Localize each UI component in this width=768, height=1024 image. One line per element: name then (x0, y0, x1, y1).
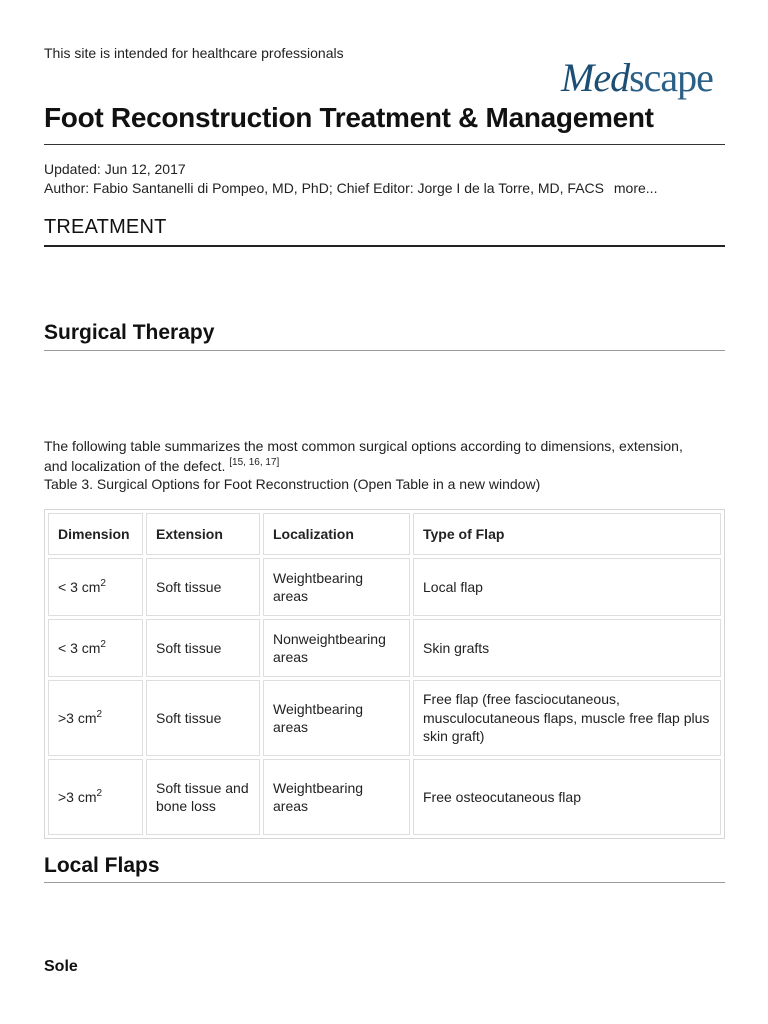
medscape-logo[interactable] (561, 55, 713, 100)
cell-localization: Weightbearing areas (263, 680, 410, 756)
intro-text: The following table summarizes the most common surgical options according to dimensions, extension, and localization of the defect. (44, 438, 683, 474)
author-line (44, 179, 657, 198)
header-extension: Extension (146, 513, 260, 555)
dimension-value: < 3 cm (58, 639, 101, 656)
cell-dimension (48, 759, 143, 835)
subheading-sole: Sole (44, 958, 78, 975)
cell-extension: Soft tissue (146, 619, 260, 677)
header-dimension: Dimension (48, 513, 143, 555)
section-divider (44, 245, 725, 247)
logo-part-scape: scape (629, 55, 713, 100)
author-text: Author: Fabio Santanelli di Pompeo, MD, PhD; Chief Editor: Jorge I de la Torre, MD, FACS (44, 180, 604, 196)
table-caption-text: Table 3. Surgical Options for Foot Reconstruction (44, 476, 350, 492)
cell-flap-type: Skin grafts (413, 619, 721, 677)
cell-localization: Weightbearing areas (263, 759, 410, 835)
citation-ref[interactable]: [15, 16, 17] (229, 457, 280, 468)
cell-flap-type: Free flap (free fasciocutaneous, musculocutaneous flaps, muscle free flap plus skin graft) (413, 680, 721, 756)
cell-extension: Soft tissue and bone loss (146, 759, 260, 835)
heading-local-flaps: Local Flaps (44, 854, 160, 877)
heading-surgical-therapy: Surgical Therapy (44, 321, 215, 344)
logo-part-med: Med (561, 55, 630, 100)
cell-extension: Soft tissue (146, 558, 260, 616)
heading-divider (44, 350, 725, 351)
cell-localization: Nonweightbearing areas (263, 619, 410, 677)
table (45, 510, 724, 838)
table-caption (44, 476, 540, 492)
dimension-unit-exponent: 2 (100, 638, 106, 650)
dimension-unit-exponent: 2 (96, 708, 103, 720)
cell-flap-type: Local flap (413, 558, 721, 616)
header-flap-type: Type of Flap (413, 513, 721, 555)
dimension-value: < 3 cm (58, 578, 101, 595)
healthcare-notice: This site is intended for healthcare professionals (44, 45, 344, 61)
open-table-link[interactable]: (Open Table in a new window) (352, 476, 541, 492)
cell-dimension (48, 680, 143, 756)
header-localization: Localization (263, 513, 410, 555)
section-label: TREATMENT (44, 216, 167, 238)
dimension-unit-exponent: 2 (100, 577, 106, 589)
cell-extension: Soft tissue (146, 680, 260, 756)
cell-localization: Weightbearing areas (263, 558, 410, 616)
dimension-value: >3 cm (58, 788, 97, 805)
more-authors-link[interactable]: more... (613, 180, 658, 196)
table-row (48, 619, 721, 677)
dimension-unit-exponent: 2 (96, 787, 103, 799)
table-header-row (48, 513, 721, 555)
surgical-options-table (44, 509, 725, 839)
updated-date: Updated: Jun 12, 2017 (44, 161, 186, 177)
dimension-value: >3 cm (58, 709, 97, 726)
table-row (48, 680, 721, 756)
title-divider (44, 144, 725, 145)
cell-flap-type: Free osteocutaneous flap (413, 759, 721, 835)
heading-divider (44, 882, 725, 883)
table-row (48, 759, 721, 835)
table-row (48, 558, 721, 616)
intro-paragraph (44, 436, 704, 476)
article-meta (44, 160, 657, 198)
cell-dimension (48, 558, 143, 616)
article-title: Foot Reconstruction Treatment & Management (44, 102, 654, 133)
cell-dimension (48, 619, 143, 677)
